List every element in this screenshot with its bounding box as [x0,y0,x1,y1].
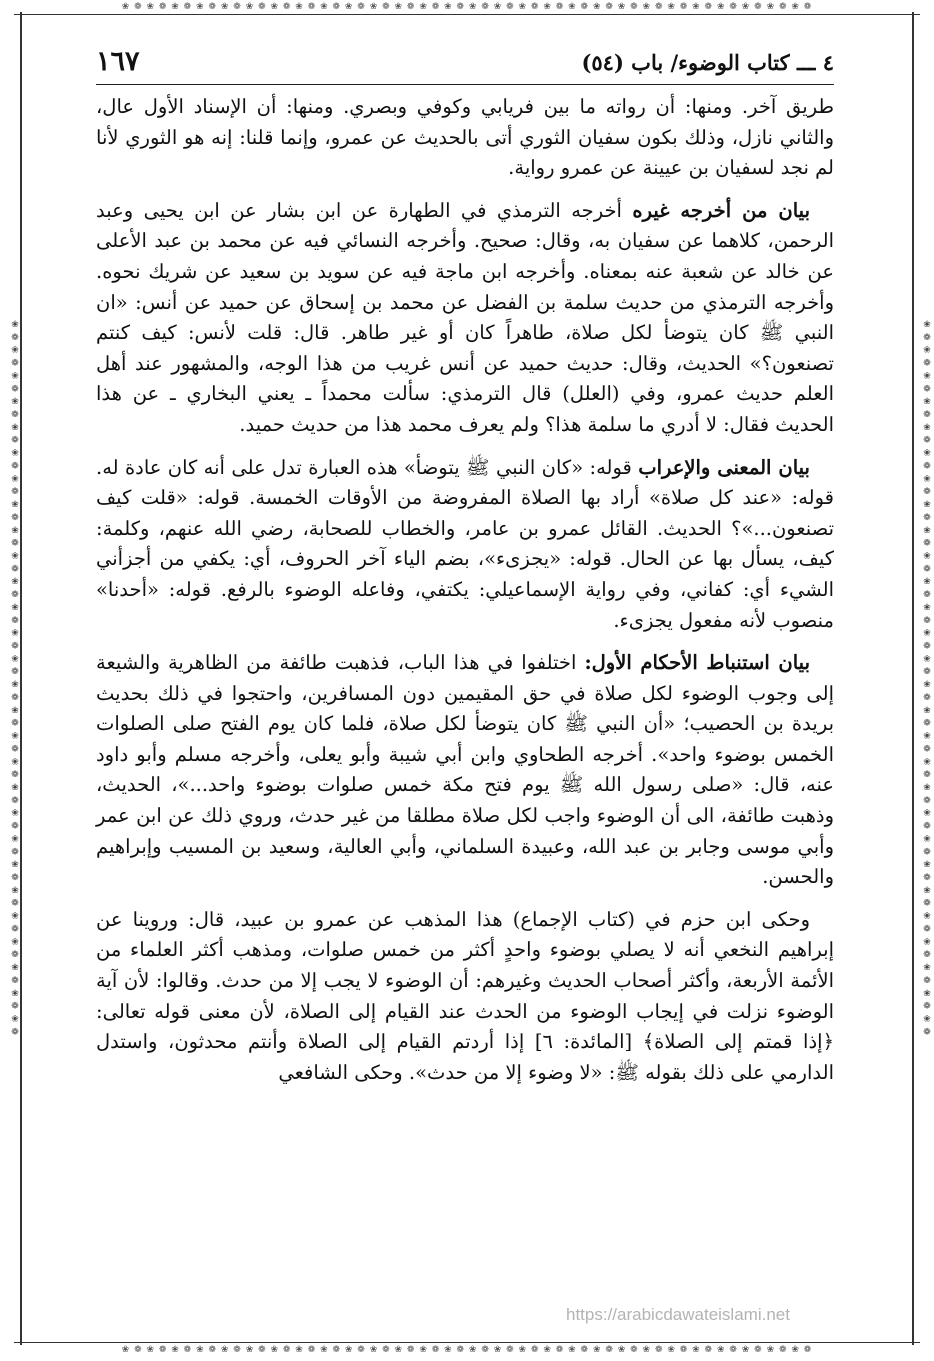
page-border-bottom: ❀ ❁ ❀ ❁ ❀ ❁ ❀ ❁ ❀ ❁ ❀ ❁ ❀ ❁ ❀ ❁ ❀ ❁ ❀ ❁ ❀ ❁ ❀ ❁ ❀ ❁ ❀ ❁ ❀ ❁ ❀ ❁ ❀ ❁ ❀ ❁ ❀ ❁ ❀ ❁ ❀ ❁ ❀ ❁ ❀ ❁ ❀ ❁ ❀ ❁ ❀ ❁ ❀ ❁ ❀ ❁ [14,1342,920,1357]
paragraph-text: أخرجه الترمذي في الطهارة عن ابن بشار عن ابن يحيى وعبد الرحمن، كلاهما عن سفيان به، وقال: صحيح. وأخرجه النسائي فيه عن محمد بن عبد الأعلى عن خالد عن شعبة عنه بمعناه. وأخرجه ابن ماجة فيه عن سويد بن سعيد عن شريك نحوه. وأخرجه الترمذي من حديث سلمة بن الفضل عن محمد بن إسحاق عن حميد عن أنس: «ان النبي ﷺ كان يتوضأ لكل صلاة، طاهراً كان أو غير طاهر. قال: قلت لأنس: كيف كنتم تصنعون؟» الحديث، وقال: حديث حميد عن أنس غريب من هذا الوجه، والمشهور عند أهل العلم حديث عمرو، وفي (العلل) قال الترمذي: سألت محمداً ـ يعني البخاري ـ عن هذا الحديث فقال: لا أدري ما سلمة هذا؟ ولم يعرف محمد هذا من حديث حميد. [96,198,834,436]
paragraph [96,92,834,184]
page-number: ١٦٧ [96,46,140,77]
page-border-top: ❀ ❁ ❀ ❁ ❀ ❁ ❀ ❁ ❀ ❁ ❀ ❁ ❀ ❁ ❀ ❁ ❀ ❁ ❀ ❁ ❀ ❁ ❀ ❁ ❀ ❁ ❀ ❁ ❀ ❁ ❀ ❁ ❀ ❁ ❀ ❁ ❀ ❁ ❀ ❁ ❀ ❁ ❀ ❁ ❀ ❁ ❀ ❁ ❀ ❁ ❀ ❁ ❀ ❁ ❀ ❁ [14,0,920,15]
section-lead: بيان استنباط الأحكام الأول: [584,651,810,675]
paragraph-text: اختلفوا في هذا الباب، فذهبت طائفة من الظاهرية والشيعة إلى وجوب الوضوء لكل صلاة في حق المقيمين دون المسافرين، واحتجوا في ذلك بحديث بريدة بن الحصيب؛ «أن النبي ﷺ كان يتوضأ لكل صلاة، فلما كان يوم الفتح صلى الصلوات الخمس بوضوء واحد». أخرجه الطحاوي وابن أبي شيبة وأبو يعلى، وأخرجه مسلم وأبو داود عنه، قال: «صلى رسول الله ﷺ يوم فتح مكة خمس صلوات بوضوء واحد...»، الحديث، وذهبت طائفة، الى أن الوضوء واجب لكل صلاة مطلقا من غير حدث، وروي ذلك عن ابن عمر وأبي موسى وجابر بن عبد الله، وعبيدة السلماني، وأبي العالية، وسعيد بن المسيب وإبراهيم والحسن. [96,651,834,889]
page-border-left: ❀ ❁ ❀ ❁ ❀ ❁ ❀ ❁ ❀ ❁ ❀ ❁ ❀ ❁ ❀ ❁ ❀ ❁ ❀ ❁ ❀ ❁ ❀ ❁ ❀ ❁ ❀ ❁ ❀ ❁ ❀ ❁ ❀ ❁ ❀ ❁ ❀ ❁ ❀ ❁ ❀ ❁ ❀ ❁ ❀ ❁ ❀ ❁ ❀ ❁ ❀ ❁ ❀ ❁ ❀ ❁ [2,12,22,1345]
section-lead: بيان المعنى والإعراب [638,455,810,479]
section-lead: بيان من أخرجه غيره [632,198,810,222]
watermark-url: https://arabicdawateislami.net [566,1305,790,1324]
page-body [96,92,834,1100]
paragraph [96,905,834,1089]
paragraph [96,648,834,893]
paragraph-text: طريق آخر. ومنها: أن رواته ما بين فريابي وكوفي وبصري. ومنها: أن الإسناد الأول عال، والثاني نازل، وذلك بكون سفيان الثوري أتى بالحديث عن عمرو، وإنما قلنا: إنه هو الثوري لأنا لم نجد لسفيان بن عيينة عن عمرو رواية. [96,95,834,180]
page-border-right: ❀ ❁ ❀ ❁ ❀ ❁ ❀ ❁ ❀ ❁ ❀ ❁ ❀ ❁ ❀ ❁ ❀ ❁ ❀ ❁ ❀ ❁ ❀ ❁ ❀ ❁ ❀ ❁ ❀ ❁ ❀ ❁ ❀ ❁ ❀ ❁ ❀ ❁ ❀ ❁ ❀ ❁ ❀ ❁ ❀ ❁ ❀ ❁ ❀ ❁ ❀ ❁ ❀ ❁ ❀ ❁ [912,12,932,1345]
running-head: ٤ ـــ كتاب الوضوء/ باب (٥٤) [581,50,834,75]
page-header [96,44,834,85]
paragraph-text: وحكى ابن حزم في (كتاب الإجماع) هذا المذهب عن عمرو بن عبيد، قال: وروينا عن إبراهيم النخعي أنه لا يصلي بوضوء واحدٍ أكثر من خمس صلوات، ومذهب أكثر العلماء من الأئمة الأربعة، وأكثر أصحاب الحديث وغيرهم: أن الوضوء لا يجب إلا من حدث. وقالوا: لأن آية الوضوء نزلت في إيجاب الوضوء من الحدث عند القيام إلى الصلاة، لأن معنى قوله تعالى: ﴿إذا قمتم إلى الصلاة﴾ [المائدة: ٦] إذا أردتم القيام إلى الصلاة وأنتم محدثون، واستدل الدارمي على ذلك بقوله ﷺ: «لا وضوء إلا من حدث». وحكى الشافعي [96,907,834,1084]
paragraph [96,453,834,637]
paragraph [96,196,834,441]
paragraph-text: قوله: «كان النبي ﷺ يتوضأ» هذه العبارة تدل على أنه كان عادة له. قوله: «عند كل صلاة» أراد بها الصلاة المفروضة من الأوقات الخمسة. قوله: «قلت كيف تصنعون...»؟ الحديث. القائل عمرو بن عامر، والخطاب للصحابة، رضي الله عنهم، وكلمة: كيف، يسأل بها عن الحال. قوله: «يجزىء»، بضم الياء آخر الحروف، أي: يكفي من أجزأني الشيء أي: كفاني، وفي رواية الإسماعيلي: يكتفي، وفاعله الوضوء بالرفع. قوله: «أحدنا» منصوب لأنه مفعول يجزىء. [96,455,834,632]
